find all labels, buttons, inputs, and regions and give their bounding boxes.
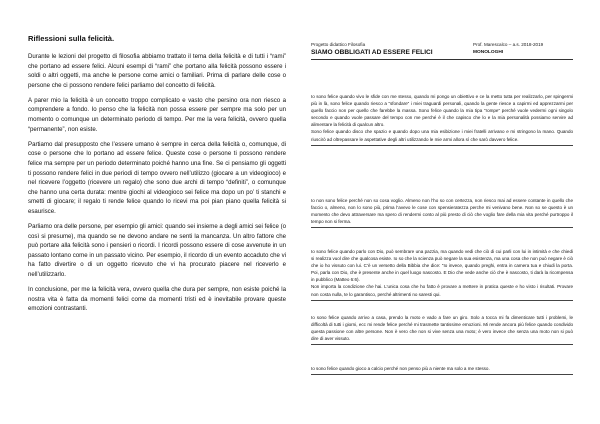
essay-paragraph: In conclusione, per me la felicità vera, ovvero quella che dura per sempre, non esiste poiché la nostra vita è fatta da momenti felici come da momenti tristi ed è inevitabile provare queste emozioni contrastanti. (28, 286, 286, 313)
professor-label: Prof. Marescalco – a.s. 2018-2019 (473, 42, 544, 47)
monologue-entry (311, 365, 573, 375)
essay-paragraph: Parliamo ora delle persone, per esempio gli amici: quando sei insieme a degli amici sei felice (o così si presume), ma quando se ne devono andare ne senti la mancanza. Un altro fattore che può portare alla felicità sono i pensieri o ricordi. I ricordi possono essere di cose avvenute in un passato lontano come in un passato vicino. Per esempio, il ricordo di un evento accaduto che vi ha fatto divertire o di un oggetto ricevuto che vi ha procurato piacere nel riceverlo e nell’utilizzarlo. (28, 223, 286, 278)
monologue-entry (311, 197, 573, 228)
monologue-text: Io non sono felice perché non so cosa voglio. Almeno non l’ho so con certezza, non riesco mai ad essere contante in quello che faccio o, almeno, non lo sono più, prima l’avevo le cose con spensieratezza perche mi venivano bene. Non so se questo è un momento che devo attraversare ma spero di rendermi conto al più presto di ciò che voglio fare della mia vita perché purtroppo il tempo non si ferma. (311, 198, 573, 225)
section-label: MONOLOGHI (473, 50, 504, 55)
monologue-entry (311, 93, 573, 146)
monologues-column (311, 42, 573, 371)
essay-column (28, 34, 286, 319)
monologue-text: Io sono felice quando vivo le sfide con me stesso, quando mi pongo un obiettivo e ce la metto tutta per realizzarlo, per spingermi più in là, sono felice quando riesco a “sfondare” i miei traguardi personali, quando la gente riesce a capirmi ed apprezzarmi per quello faccio non per quello che farebbe la massa. Sono felice quando la mia tipa “rompe” perché vuole vedermi ogni singolo secondo e quando vuole passare del tempo con me perché è il che capisco che lo e la mia personalità possiamo servire ad alimentare la felicità di qualcun altro. Sono felice quando disco che spazio e quando dopo una mia esibizione i miei fratelli arrivano e mi stringono la mano. Quando riuscirò ad oltrepassare le aspettative degli altri utilizzando le mie armi allora sì che sarò davvero felice. (311, 94, 573, 142)
essay-paragraph: Partiamo dal presupposto che l’essere umano è sempre in cerca della felicità o, comunque, di cose o persone che lo portano ad essere felice. Queste cose o persone ti possono rendere felice ma sempre per un periodo determinato poiché hanno una fine. Se ci pensiamo gli oggetti ti possono rendere felici in due periodi di tempo ovvero nell’utilizzo (giocare a un videogioco) e nel ricevere l’oggetto (ricevere un regalo) che sono due archi di tempo “definiti”, o comunque che hanno una certa durata: mentre giochi al videogioco sei felice ma dopo un po’ ti stanchi e smetti di giocare; il regalo ti rende felice quando lo ricevi ma poi pian piano quella felicità si esaurisce. (28, 140, 286, 215)
monologue-text: Io sono felice quando arrivo a casa, prendo la moto e vado a fare un giro. Solo a tocca mi fa dimenticare tutti i problemi, le difficoltà di tutti i giorni, ecc mi rende felice perché mi trasmette tantissime emozioni. Mi rende ancora più felice quando condivido questa passione con altre persone. Non è vero che non si vive senza una moto; è vero invece che senza una moto non si può dire di aver vissuto. (311, 315, 573, 342)
monologue-text: Io sono felice quando gioco a calcio perché non penso più a niente ma solo a me stesso. (311, 366, 490, 371)
essay-title: Riflessioni sulla felicità. (28, 34, 115, 43)
essay-paragraph: Durante le lezioni del progetto di filosofia abbiamo trattato il tema della felicità e di tutti i “rami” che portano ad essere felici. Alcuni esempi di “rami” che portano alla felicità possono essere i soldi o altri oggetti, ma anche le persone come amici o familiari. Prima di parlare delle cose o persone che ci possono rendere felici parliamo del concetto di felicità. (28, 53, 286, 89)
monologue-entry (311, 314, 573, 345)
monologue-entry (311, 248, 573, 301)
essay-paragraph: A parer mio la felicità è un concetto troppo complicato e vasto che persino ora non riesco a comprendere a fondo. Io penso che la felicità non possa essere per sempre ma solo per un momento o comunque un determinato periodo di tempo. Per me la vera felicità, ovvero quella “permanente”, non esiste. (28, 96, 286, 133)
monologue-text: Io sono felice quando parlo con Dio, può sembrare una pazzia, ma quando vedi che ciò di cui parli con lui in intimità e che chiedi si realizza vuol dire che qualcosa esiste. Io so che la scienza può negare la sua esistenza, ma una cosa che non può negare è ciò che io ho vissuto con lui. C’è un versetto della Bibbia che dice: “Io invece, quando preghi, entra in camera tua e chiudi la porta. Poi, parla con Dio, che è presente anche in quel luogo nascosto. E Dio che vede anche ciò che è nascosto, ti darà la ricompensa in pubblico (Matteo 6:6). Non importa la condizione che hai. L’unica cosa che ho fatto è provare a mettere in pratica queste e ho visto i risultati. Provare non costa nulla, te lo garantisco, perché altrimenti no saresti qui. (311, 249, 573, 297)
document-title: SIAMO OBBLIGATI AD ESSERE FELICI (311, 49, 433, 56)
document-header (311, 42, 573, 60)
project-label: Progetto didattico Filosofia (311, 42, 366, 47)
